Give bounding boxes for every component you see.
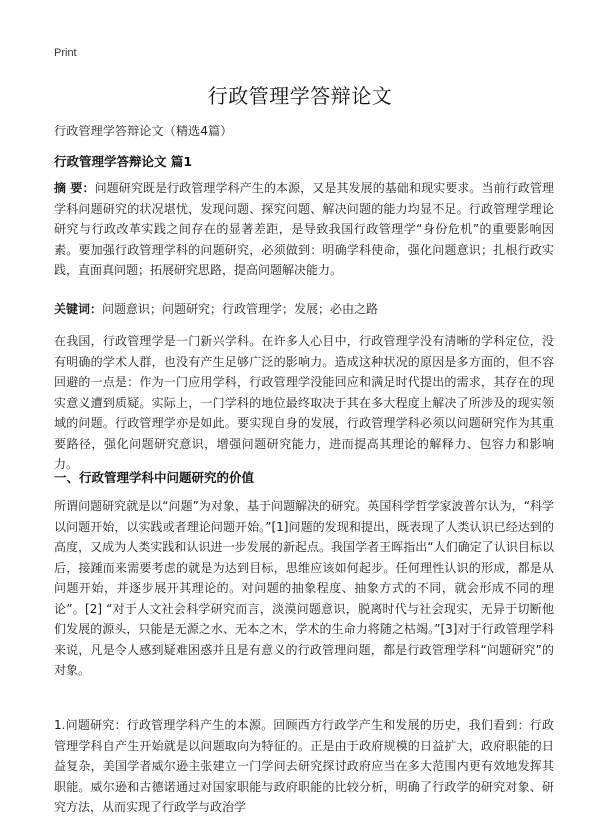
intro-paragraph: 在我国，行政管理学是一门新兴学科。在许多人心目中，行政管理学没有清晰的学科定位，没有明确的学术人群，也没有产生足够广泛的影响力。造成这种状况的原因是多方面的，但不容回避的一点是：作为一门应用学科，行政管理学没能回应和满足时代提出的需求，其存在的现实意义遭到质疑。实际上，一门学科的地位最终取决于其在多大程度上解决了所涉及的现实领域的问题。行政管理学亦是如此。要实现自身的发展，行政管理学科必须以问题研究作为其重要路径，强化问题研究意识，增强问题研究能力，进而提高其理论的解释力、包容力和影响力。 [54,334,554,471]
keywords-text: 问题意识；问题研究；行政管理学；发展；必由之路 [102,302,379,316]
abstract-text: 问题研究既是行政管理学科产生的本源，又是其发展的基础和现实要求。当前行政管理学科问题研究的状况堪忧，发现问题、探究问题、解决问题的能力均显不足。行政管理学理论研究与行政改革实践之间存在的显著差距，是导致我国行政管理学“身份危机”的重要影响因素。要加强行政管理学科的问题研究，必须做到：明确学科使命，强化问题意识；扎根行政实践，直面真问题；拓展研究思路，提高问题解决能力。 [54,181,554,277]
document-subtitle: 行政管理学答辩论文（精选4篇） [54,124,233,138]
abstract-paragraph [54,178,554,281]
section-title: 行政管理学答辩论文 篇1 [54,154,193,169]
document-title: 行政管理学答辩论文 [207,84,393,108]
print-label: Print [54,47,77,59]
keywords-paragraph [54,299,554,320]
section-heading: 一、行政管理学科中问题研究的价值 [54,470,255,485]
abstract-label: 摘 要： [54,181,95,195]
keywords-label: 关键词： [54,302,103,316]
body-paragraph-1: 所谓问题研究就是以“问题”为对象，基于问题解决的研究。英国科学哲学家波普尔认为，“科学以问题开始，以实践或者理论问题开始。”[1]问题的发现和提出，既表现了人类认识已经达到的高度，又成为人类实践和认识进一步发展的新起点。我国学者王晖指出“人们确定了认识目标以后，接踵而来需要考虑的就是为达到目标，思维应该如何起步。任何理性认识的形成，都是从问题开始，并逐步展开其理论的。对问题的抽象程度、抽象方式的不同，就会形成不同的理论”。[2] “对于人文社会科学研究而言，淡漠问题意识，脱离时代与社会现实，无异于切断他们发展的源头，只能是无源之水、无本之木，学术的生命力将随之枯竭。”[3]对于行政管理学科来说，凡是令人感到疑难困惑并且是有意义的行政管理问题，都是行政管理学科“问题研究”的对象。 [54,499,554,677]
body-paragraph-2: 1.问题研究：行政管理学科产生的本源。回顾西方行政学产生和发展的历史，我们看到：行政管理学科自产生开始就是以问题取向为特征的。正是由于政府规模的日益扩大，政府职能的日益复杂，美国学者威尔逊主张建立一门学问去研究探讨政府应当在多大范围内更有效地发挥其职能。威尔逊和古德诺通过对国家职能与政府职能的比较分析，明确了行政学的研究对象、研究方法，从而实现了行政学与政治学 [54,718,554,814]
